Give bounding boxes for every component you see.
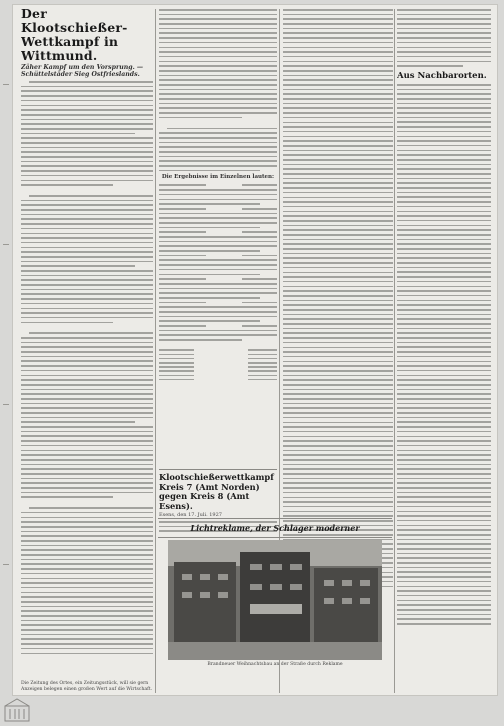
nachbarorten-headline: Aus Nachbarorten. xyxy=(397,70,487,81)
lichtreklame-banner: Lichtreklame, der Schlager moderner xyxy=(158,518,392,538)
page-edge-marks xyxy=(2,4,10,694)
article-subhead: Zäher Kampf um den Vorsprung. — Schüttelstäder Sieg Ostfrieslands. xyxy=(21,64,144,78)
article-body-col3 xyxy=(283,9,393,587)
column-rule xyxy=(155,9,156,693)
column-4 xyxy=(397,5,491,695)
nachbarorten-body xyxy=(397,84,491,625)
street-photo xyxy=(168,540,382,660)
wettkampf-date: Esens, den 17. Juli. 1927 xyxy=(159,512,222,518)
photo-caption: Brandneuer Weihnachtsbau an der Straße durch Reklame xyxy=(207,662,343,667)
archive-footer xyxy=(0,696,504,726)
footnote: Die Zeitung des Ortes, ein Zeitungsstück, will sie gern Anzeigen belegen einen großen Wert auf die Wirtschaft. xyxy=(21,681,153,692)
results-table xyxy=(159,184,277,380)
article-headline: Der Klootschießer-Wettkampf in Wittmund. xyxy=(21,6,128,63)
results-heading: Die Ergebnisse im Einzelnen lauten: xyxy=(161,174,275,181)
column-1 xyxy=(21,5,153,695)
article-body-continued xyxy=(159,9,277,171)
article-body xyxy=(21,81,153,654)
wettkampf-headline: Klootschießerwettkampf Kreis 7 (Amt Norden) gegen Kreis 8 (Amt Esens). xyxy=(159,472,274,511)
archive-logo-icon xyxy=(4,698,30,722)
column-rule xyxy=(394,9,395,693)
